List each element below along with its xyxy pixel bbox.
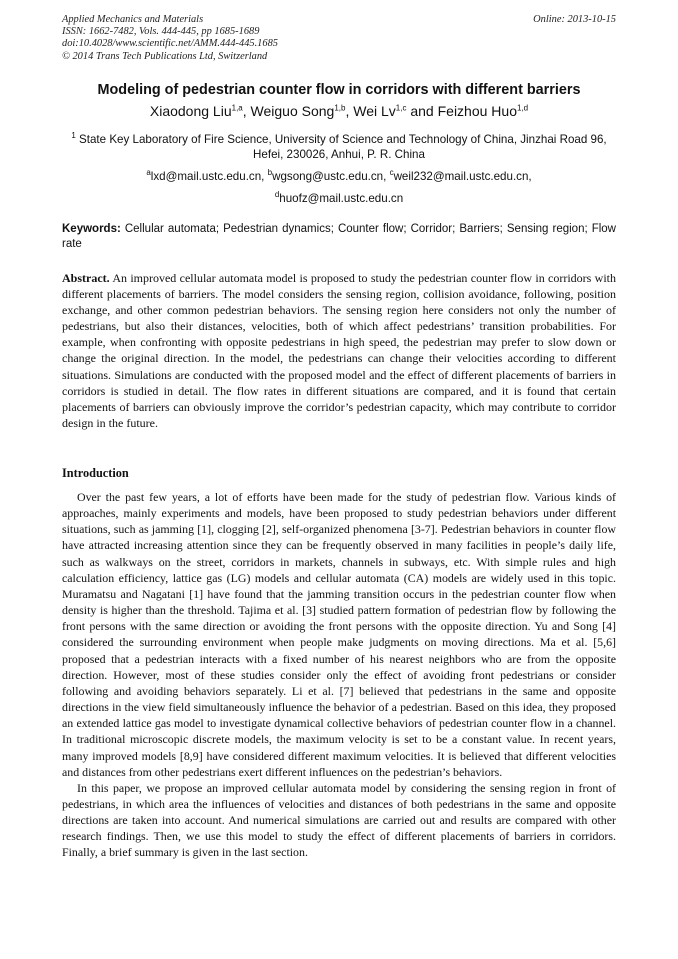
affiliation-text: State Key Laboratory of Fire Science, University of Science and Technology of China, Jinzhai Road 96, Hefei, 230026, Anhui, P. R. China [79,133,607,161]
email-sup: d [274,190,280,200]
journal-name: Applied Mechanics and Materials [62,14,204,25]
email-sup: b [267,168,273,178]
email-address[interactable]: lxd@mail.ustc.edu.cn [150,170,262,183]
author-name: Weiguo Song [250,103,335,119]
email-sep: , [383,170,390,183]
email-line-2 [62,188,616,210]
abstract [62,270,616,431]
author-sep: , [345,103,354,119]
journal-header [62,14,616,63]
paragraph: Over the past few years, a lot of efforts have been made for the study of pedestrian flow. Various kinds of approaches, mainly experiments and models, have been proposed to study pedestrian behaviors under different situations, such as jamming [1], clogging [2], self-organized phenomena [3-7]. Pedestrian behaviors in counter flow have attracted increasing attention since they can be frequently observed in many facilities in people’s daily life, such as walkways on the street, corridors in markets, channels in subways, etc. With simple rules and high calculation efficiency, lattice gas (LG) models and cellular automata (CA) models are widely used in this topic. Muramatsu and Nagatani [1] have found that the jamming transition occurs in the pedestrian counter flow when density is higher than the threshold. Tajima et al. [3] studied pattern formation of pedestrian flow by following the front persons with the same direction or avoiding the front persons with the opposite direction. Yu and Song [4] considered the surrounding environment when people make judgments on moving directions. Ma et al. [5,6] proposed that a pedestrian interacts with a fixed number of his nearest neighbors who are from the opposite direction. However, most of these studies consider only the effect of avoiding front pedestrians or consider following and avoiding behaviors separately. Li et al. [7] believed that pedestrians in the same and opposite directions in the view field simultaneously influence the behavior of a pedestrian. Based on this idea, they proposed an extended lattice gas model to investigate dynamical collective behaviors of pedestrian counter flow in a channel. In traditional microscopic discrete models, the maximum velocity is set to be a constant value. In recent years, many improved models [8,9] have considered different maximum velocities. It is believed that different velocities and distances from other pedestrians exert different influences on the pedestrian’s behaviors. [62,490,616,779]
abstract-text: An improved cellular automata model is proposed to study the pedestrian counter flow in corridors with different placements of barriers. The model considers the sensing region, collision avoidance, following, position exchange, and other common pedestrian behaviors. The sensing region here considers not only the number of pedestrians, but also their distances, velocities, both of which affect pedestrians’ transition probabilities. For example, when confronting with opposite pedestrians in high speed, the pedestrian may prefer to slow down or change the original direction. In the model, the pedestrians can change their velocities according to different situations. Simulations are conducted with the proposed model and the effect of different placements of barriers in corridors is studied in detail. The flow rates in different situations are compared, and it is found that certain placements of barriers can obviously improve the corridor’s pedestrian capacity, which may contribute to corridor design in the future. [62,271,616,430]
keywords [62,222,616,253]
doi-line: doi:10.4028/www.scientific.net/AMM.444-445.1685 [62,38,278,50]
keywords-text: Cellular automata; Pedestrian dynamics; Counter flow; Corridor; Barriers; Sensing region; Flow rate [62,223,616,251]
affiliation [62,132,616,162]
author-name: Wei Lv [353,103,396,119]
author-name: Feizhou Huo [437,103,517,119]
email-sep: , [528,170,532,183]
author-affil-sup: 1,b [334,103,346,113]
section-heading: Introduction [62,466,129,480]
paper-title: Modeling of pedestrian counter flow in corridors with different barriers [97,82,581,98]
online-date: Online: 2013-10-15 [533,14,616,25]
author-sep: , [242,103,251,119]
author-list [40,102,638,121]
author-affil-sup: 1,d [517,103,529,113]
abstract-label: Abstract. [62,271,110,285]
email-address[interactable]: huofz@mail.ustc.edu.cn [279,192,404,205]
author-name: Xiaodong Liu [149,103,232,119]
paragraph: In this paper, we propose an improved cellular automata model by considering the sensing region in front of pedestrians, in which area the influences of velocities and distances of both pedestrians in the same and opposite directions are taken into account. And numerical simulations are carried out and results are compared with other research findings. Then, we use this model to study the effect of different placements of barriers in corridors. Finally, a brief summary is given in the last section. [62,780,616,860]
email-sup: c [389,168,394,178]
email-block [62,166,616,210]
email-address[interactable]: weil232@mail.ustc.edu.cn [393,170,529,183]
issn-line: ISSN: 1662-7482, Vols. 444-445, pp 1685-1689 [62,26,260,38]
email-sup: a [146,168,151,178]
keywords-label: Keywords: [62,223,121,235]
email-sep: , [261,170,268,183]
email-address[interactable]: wgsong@ustc.edu.cn [272,170,384,183]
introduction-body [62,489,616,861]
author-sep: and [406,103,438,119]
copyright-line: © 2014 Trans Tech Publications Ltd, Switzerland [62,50,268,62]
email-line-1 [62,166,616,188]
author-affil-sup: 1,c [395,103,407,113]
author-affil-sup: 1,a [231,103,243,113]
affiliation-sup: 1 [71,131,76,141]
